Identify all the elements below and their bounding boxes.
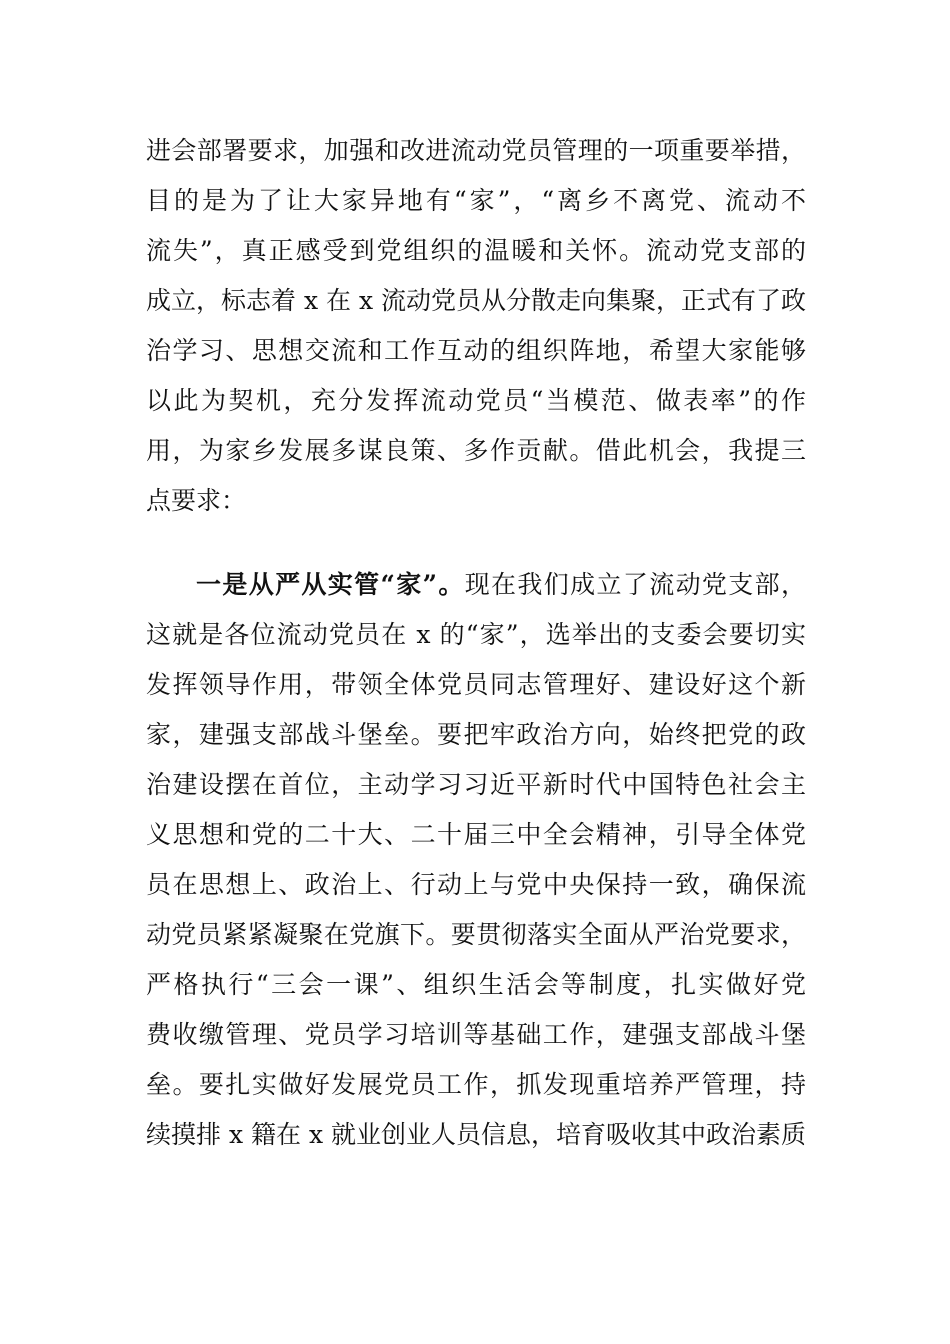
text-line: 治学习、思想交流和工作互动的组织阵地，希望大家能够 [146,336,806,365]
text-line: 目的是为了让大家异地有“家”，“离乡不离党、流动不 [146,186,806,215]
paragraph-point-one [146,560,806,1160]
text-line: 以此为契机，充分发挥流动党员“当模范、做表率”的作 [146,386,806,415]
text-line: 家，建强支部战斗堡垒。要把牢政治方向，始终把党的政 [146,720,806,749]
text-run: 现在我们成立了流动党支部， [464,570,806,599]
paragraph-intro [146,126,806,526]
text-line: 员在思想上、政治上、行动上与党中央保持一致，确保流 [146,870,806,899]
text-line: 治建设摆在首位，主动学习习近平新时代中国特色社会主 [146,770,806,799]
text-line: 严格执行“三会一课”、组织生活会等制度，扎实做好党 [146,970,806,999]
text-line: 流失”，真正感受到党组织的温暖和关怀。流动党支部的 [146,236,806,265]
text-line: 垒。要扎实做好发展党员工作，抓发现重培养严管理，持 [146,1070,806,1099]
text-line: 进会部署要求，加强和改进流动党员管理的一项重要举措， [146,136,806,165]
text-line: 发挥领导作用，带领全体党员同志管理好、建设好这个新 [146,670,806,699]
text-line: 动党员紧紧凝聚在党旗下。要贯彻落实全面从严治党要求， [146,920,806,949]
text-line: 续摸排 x 籍在 x 就业创业人员信息，培育吸收其中政治素质 [146,1120,806,1149]
text-line: 成立，标志着 x 在 x 流动党员从分散走向集聚，正式有了政 [146,286,806,315]
text-line: 这就是各位流动党员在 x 的“家”，选举出的支委会要切实 [146,620,806,649]
text-line: 费收缴管理、党员学习培训等基础工作，建强支部战斗堡 [146,1020,806,1049]
text-line: 义思想和党的二十大、二十届三中全会精神，引导全体党 [146,820,806,849]
text-line: 用，为家乡发展多谋良策、多作贡献。借此机会，我提三 [146,436,806,465]
section-heading: 一是从严从实管“家”。 [196,570,465,599]
paragraph-first-line [146,560,806,610]
text-line: 点要求： [146,486,247,515]
